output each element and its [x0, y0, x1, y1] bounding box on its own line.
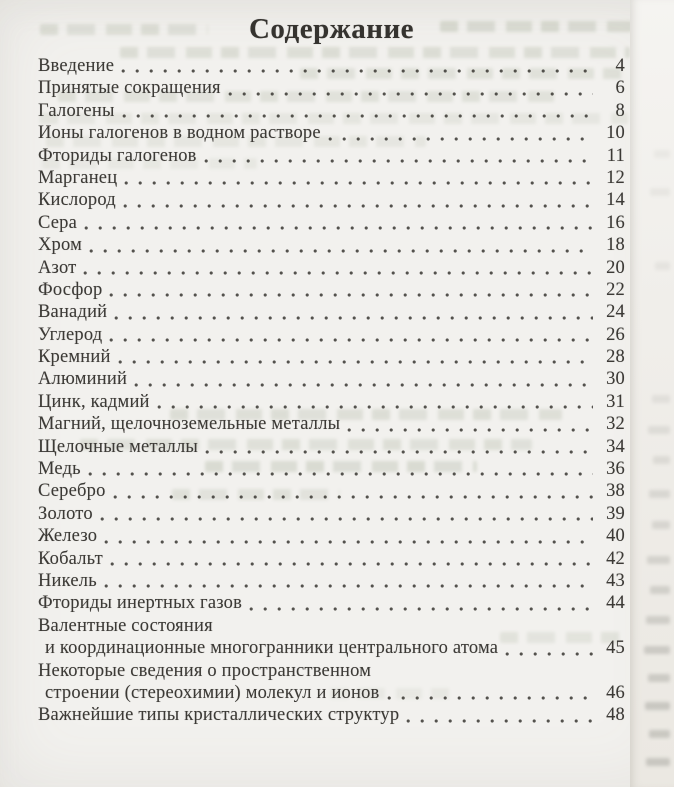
toc-entry-page: 11	[606, 145, 625, 166]
toc-entry-page: 36	[606, 459, 625, 480]
toc-entry-row	[38, 548, 625, 570]
toc-entry-row	[38, 615, 625, 637]
dot-leader	[347, 424, 593, 433]
toc-entry-label: Галогены	[38, 100, 115, 121]
toc-entry-label: и координационные многогранники центрального атома	[45, 638, 499, 659]
toc-entry-row	[38, 436, 625, 458]
toc-entry-label: Кислород	[38, 190, 116, 211]
toc-entry-row	[38, 324, 625, 346]
toc-entry-label: Фосфор	[38, 279, 103, 300]
edge-text-fragment	[652, 395, 670, 403]
toc-entry-row	[38, 301, 625, 323]
dot-leader	[104, 536, 593, 545]
toc-entry-row	[38, 234, 625, 256]
toc-entry-label: Кремний	[38, 347, 111, 368]
edge-text-fragment	[648, 426, 670, 434]
toc-entry-label: строении (стереохимии) молекул и ионов	[45, 682, 380, 703]
dot-leader	[109, 289, 593, 298]
toc-entry-label: Некоторые сведения о пространственном	[38, 660, 372, 681]
toc-entry-page: 4	[615, 56, 625, 76]
dot-leader	[113, 491, 593, 500]
edge-text-fragment	[653, 456, 670, 464]
toc-entry-row	[38, 525, 625, 547]
toc-entry-row	[38, 346, 625, 368]
dot-leader	[228, 88, 593, 97]
toc-entry-row	[38, 480, 625, 502]
toc-entry-label: Углерод	[38, 324, 103, 345]
toc-entry-row	[38, 391, 625, 413]
toc-entry-page: 14	[606, 190, 625, 211]
toc-entry-label: Железо	[38, 526, 98, 547]
toc-entry-page: 40	[606, 526, 625, 547]
toc-entry-page: 22	[606, 279, 625, 300]
toc-entry-label: Хром	[38, 235, 83, 256]
toc-entry-row-continuation	[38, 682, 625, 704]
edge-text-fragment	[647, 556, 670, 564]
toc-entry-row	[38, 122, 625, 144]
edge-text-fragment	[644, 646, 670, 654]
toc-entry-row	[38, 279, 625, 301]
page-title: Содержание	[248, 13, 415, 45]
toc-entry-row	[38, 100, 625, 122]
dot-leader	[114, 312, 593, 321]
edge-text-fragment	[646, 758, 670, 766]
toc-entry-label: Кобальт	[38, 548, 103, 569]
toc-entry-label: Щелочные металлы	[38, 436, 199, 457]
dot-leader	[328, 133, 593, 142]
dot-leader	[387, 692, 594, 701]
toc-entry-label: Марганец	[38, 167, 118, 188]
toc-entry-row	[38, 212, 625, 234]
toc-entry-page: 31	[606, 391, 625, 412]
dot-leader	[118, 356, 593, 365]
edge-text-fragment	[654, 150, 670, 158]
toc-entry-label: Азот	[38, 257, 77, 278]
toc-entry-label: Введение	[38, 56, 115, 76]
dot-leader	[83, 267, 593, 276]
toc-entry-label: Цинк, кадмий	[38, 391, 150, 412]
toc-entry-page: 44	[606, 593, 625, 614]
toc-entry-label: Важнейшие типы кристаллических структур	[38, 705, 400, 726]
toc-entry-label: Ионы галогенов в водном растворе	[38, 123, 321, 144]
toc-entry-row-continuation	[38, 637, 625, 659]
toc-entry-page: 10	[606, 123, 625, 144]
toc-entry-label: Ванадий	[38, 302, 108, 323]
edge-text-fragment	[650, 586, 670, 594]
toc-entry-page: 26	[606, 324, 625, 345]
toc-entry-label: Фториды инертных газов	[38, 593, 243, 614]
toc-entry-page: 39	[606, 503, 625, 524]
dot-leader	[109, 334, 593, 343]
dot-leader	[100, 513, 593, 522]
toc-entry-page: 34	[606, 436, 625, 457]
toc-entry-row	[38, 592, 625, 614]
dot-leader	[122, 110, 593, 119]
toc-entry-page: 45	[606, 638, 625, 659]
dot-leader	[406, 715, 593, 724]
toc-entry-page: 42	[606, 548, 625, 569]
adjacent-page-edge	[630, 0, 674, 787]
dot-leader	[123, 200, 593, 209]
toc-entry-label: Сера	[38, 212, 78, 233]
toc-entry-row	[38, 368, 625, 390]
toc-entry-page: 48	[606, 705, 625, 726]
toc-entry-row	[38, 458, 625, 480]
toc-entry-page: 30	[606, 369, 625, 390]
toc-entry-page: 32	[606, 414, 625, 435]
toc-entry-row	[38, 257, 625, 279]
dot-leader	[121, 65, 593, 74]
edge-text-fragment	[649, 730, 670, 738]
toc-entry-row	[38, 189, 625, 211]
toc-entry-page: 8	[615, 100, 625, 121]
edge-text-fragment	[648, 674, 670, 682]
toc-entry-page: 12	[606, 167, 625, 188]
edge-text-fragment	[645, 702, 670, 710]
toc-entry-row	[38, 145, 625, 167]
toc-entry-page: 24	[606, 302, 625, 323]
dot-leader	[204, 155, 593, 164]
toc-entry-label: Фториды галогенов	[38, 145, 197, 166]
dot-leader	[110, 558, 593, 567]
toc-entry-label: Магний, щелочноземельные металлы	[38, 414, 341, 435]
toc-entry-page: 38	[606, 481, 625, 502]
toc-entry-row	[38, 503, 625, 525]
edge-text-fragment	[655, 262, 670, 270]
toc-entry-page: 20	[606, 257, 625, 278]
toc-entry-row	[38, 167, 625, 189]
toc-entry-page: 6	[615, 78, 625, 99]
toc-entry-row	[38, 55, 625, 77]
dot-leader	[505, 648, 593, 657]
toc-entry-row	[38, 413, 625, 435]
table-of-contents	[38, 55, 625, 727]
toc-entry-row	[38, 570, 625, 592]
dot-leader	[157, 401, 593, 410]
dot-leader	[89, 245, 593, 254]
toc-entry-row	[38, 704, 625, 726]
toc-entry-page: 28	[606, 347, 625, 368]
dot-leader	[88, 468, 593, 477]
toc-entry-label: Никель	[38, 570, 97, 591]
toc-entry-label: Медь	[38, 459, 81, 480]
dot-leader	[249, 603, 593, 612]
toc-entry-page: 16	[606, 212, 625, 233]
dot-leader	[104, 580, 593, 589]
dot-leader	[84, 222, 593, 231]
toc-entry-label: Серебро	[38, 481, 106, 502]
toc-entry-label: Алюминий	[38, 369, 128, 390]
dot-leader	[124, 177, 593, 186]
edge-text-fragment	[652, 521, 670, 529]
edge-text-fragment	[646, 616, 670, 624]
toc-entry-label: Золото	[38, 503, 93, 524]
toc-entry-page: 18	[606, 235, 625, 256]
dot-leader	[205, 446, 593, 455]
toc-entry-page: 46	[606, 682, 625, 703]
toc-entry-page: 43	[606, 570, 625, 591]
toc-entry-row	[38, 77, 625, 99]
edge-text-fragment	[650, 188, 670, 196]
edge-text-fragment	[649, 490, 670, 498]
toc-entry-label: Принятые сокращения	[38, 78, 221, 99]
toc-entry-label: Валентные состояния	[38, 615, 213, 636]
toc-entry-row	[38, 660, 625, 682]
dot-leader	[134, 379, 593, 388]
